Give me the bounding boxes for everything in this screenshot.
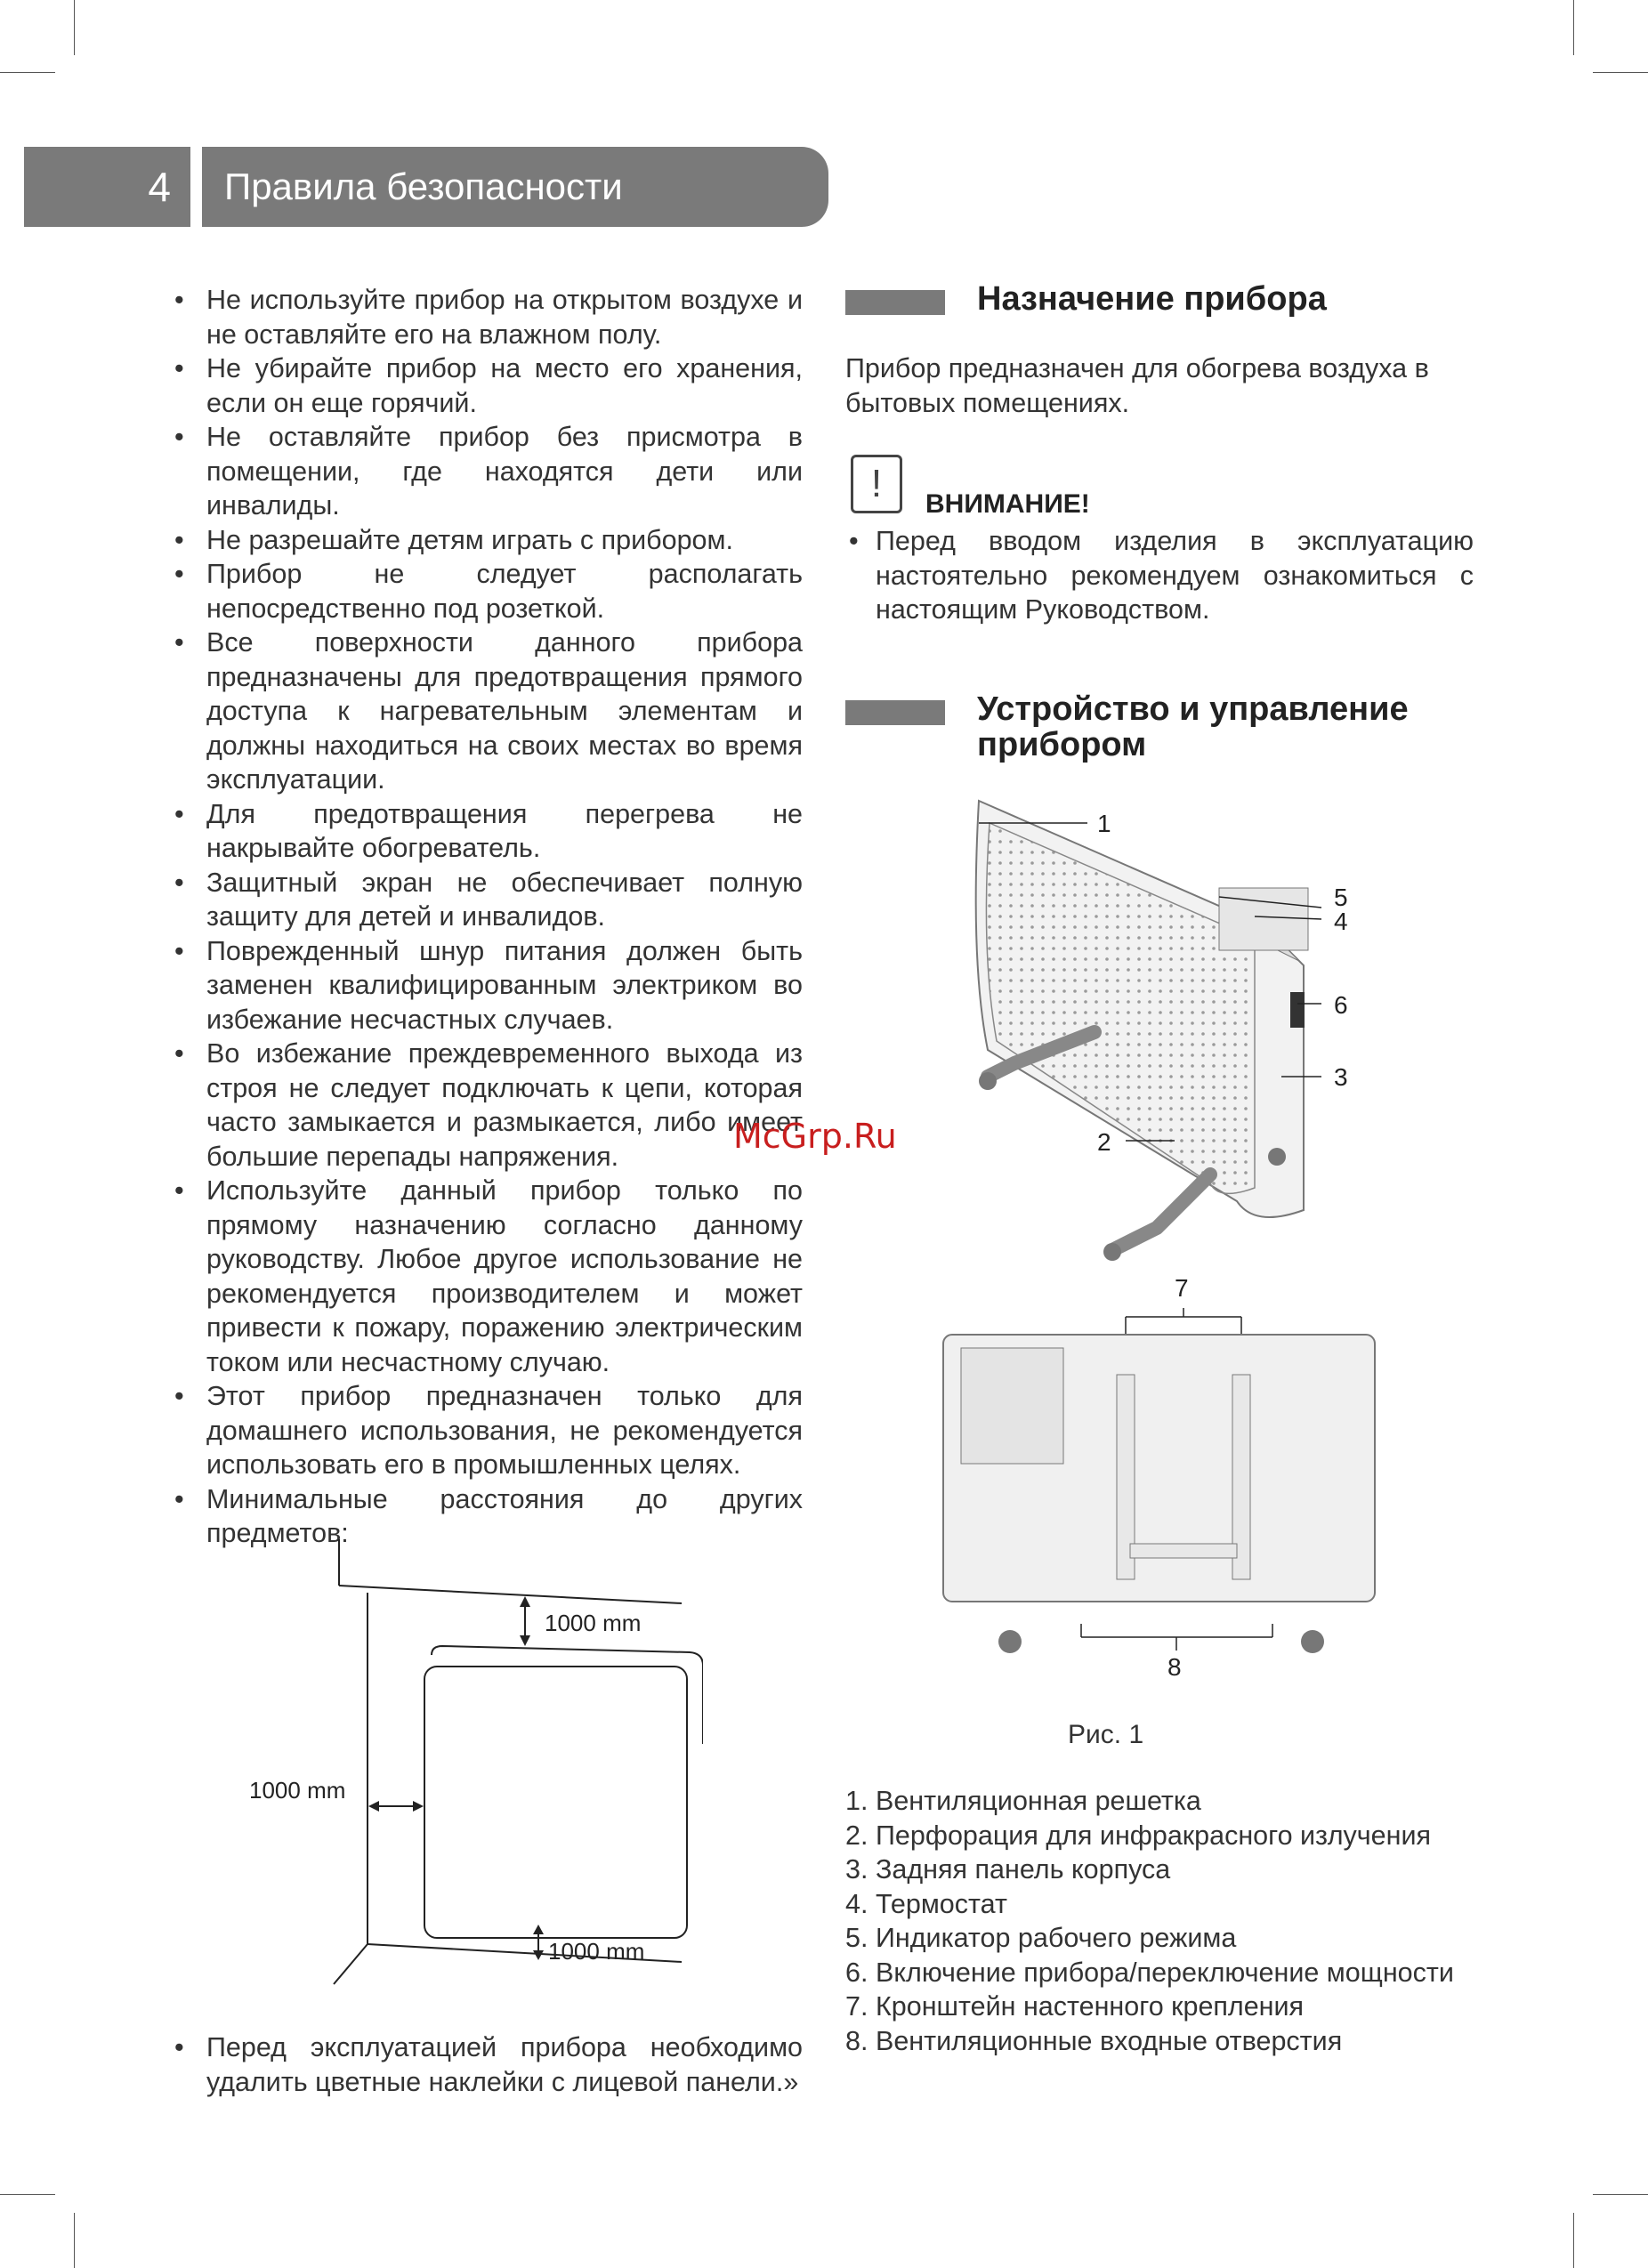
wheel <box>1103 1243 1121 1261</box>
final-rule <box>171 2030 803 2099</box>
page-title: Правила безопасности <box>202 147 828 227</box>
heater-rear-illustration <box>939 1281 1384 1664</box>
clearance-bottom-label: 1000 mm <box>548 1938 645 1965</box>
clearance-side-label: 1000 mm <box>249 1777 346 1804</box>
callout-8: 8 <box>1167 1653 1182 1681</box>
list-item: • Не используйте прибор на открытом воздухе и не оставляйте его на влажном полу. <box>171 283 803 351</box>
heater-outline <box>424 1667 687 1938</box>
purpose-title: Назначение прибора <box>977 280 1327 318</box>
crop-mark <box>74 0 75 55</box>
callout-7: 7 <box>1175 1274 1189 1302</box>
callout-2: 2 <box>1097 1128 1111 1156</box>
device-section-heading <box>845 691 1409 763</box>
wheel <box>979 1072 997 1090</box>
control-box <box>1219 888 1308 950</box>
wheel <box>1268 1148 1286 1166</box>
ceiling-line <box>339 1586 682 1603</box>
floor-line <box>334 1944 368 1984</box>
list-item: 7. Кронштейн настенного крепления <box>845 1991 1305 2022</box>
crop-mark <box>1593 2194 1648 2195</box>
heater-front-illustration <box>952 783 1370 1263</box>
safety-rules-list <box>171 283 803 1551</box>
crop-mark <box>0 2194 55 2195</box>
crop-mark <box>0 72 55 73</box>
crop-mark <box>1573 2213 1574 2268</box>
callout-5: 5 <box>1334 884 1348 911</box>
list-item: • Минимальные расстояния до других предметов: <box>171 1482 803 1551</box>
callout-6: 6 <box>1334 991 1348 1019</box>
device-title-line2: прибором <box>977 726 1147 763</box>
list-item: • Не убирайте прибор на место его хранения, если он еще горячий. <box>171 351 803 420</box>
device-title-line1: Устройство и управление <box>977 690 1409 728</box>
section-bar <box>845 700 945 725</box>
wheel <box>1301 1630 1324 1653</box>
list-item: • Все поверхности данного прибора предназначены для предотвращения прямого доступа к нагревательным элементам и должны находиться на своих местах во время эксплуатации. <box>171 626 803 797</box>
clearance-top-label: 1000 mm <box>545 1610 642 1636</box>
list-item: • Прибор не следует располагать непосредственно под розеткой. <box>171 557 803 626</box>
safety-rules-column <box>171 283 803 1551</box>
list-item: 3. Задняя панель корпуса <box>845 1854 1171 1885</box>
list-item: • Используйте данный прибор только по прямому назначению согласно данному руководству. Любое другое использование не рекомендуется производителем и может привести к пожару, поражению электрическим током или несчастному случаю. <box>171 1174 803 1379</box>
list-item: • Во избежание преждевременного выхода из строя не следует подключать к цепи, которая часто замыкается и размыкается, либо имеет большие перепады напряжения. <box>171 1037 803 1174</box>
warning-icon: ! <box>851 455 902 513</box>
wheel <box>998 1630 1022 1653</box>
device-legend <box>845 1784 1486 2058</box>
list-item: • Для предотвращения перегрева не накрывайте обогреватель. <box>171 797 803 866</box>
callout-3: 3 <box>1334 1063 1348 1091</box>
callout-4: 4 <box>1334 908 1348 935</box>
figure-caption: Рис. 1 <box>1068 1720 1144 1749</box>
control-box <box>961 1348 1063 1464</box>
warning-title: ВНИМАНИЕ! <box>925 489 1090 519</box>
list-item: • Перед вводом изделия в эксплуатацию настоятельно рекомендуем ознакомиться с настоящим Руководством. <box>845 524 1474 627</box>
purpose-section-heading <box>845 281 1327 317</box>
list-item: 1. Вентиляционная решетка <box>845 1786 1201 1816</box>
list-item: • Этот прибор предназначен только для домашнего использования, не рекомендуется использовать его в промышленных целях. <box>171 1379 803 1482</box>
watermark: McGrp.Ru <box>733 1117 897 1156</box>
mount-bracket-crossbar <box>1130 1544 1237 1558</box>
section-bar <box>845 290 945 315</box>
purpose-text: Прибор предназначен для обогрева воздуха в бытовых помещениях. <box>845 353 1429 418</box>
callout-1: 1 <box>1097 810 1111 837</box>
warning-text-block <box>845 524 1474 627</box>
power-switch <box>1290 992 1305 1028</box>
crop-mark <box>1573 0 1574 55</box>
leg <box>1112 1174 1210 1250</box>
page-number: 4 <box>24 147 190 227</box>
list-item: • Защитный экран не обеспечивает полную защиту для детей и инвалидов. <box>171 866 803 934</box>
list-item: • Перед эксплуатацией прибора необходимо удалить цветные наклейки с лицевой панели.» <box>171 2030 803 2099</box>
list-item: 5. Индикатор рабочего режима <box>845 1923 1237 1953</box>
list-item: 6. Включение прибора/переключение мощности <box>845 1957 1454 1988</box>
list-item: 2. Перфорация для инфракрасного излучения <box>845 1820 1431 1851</box>
crop-mark <box>74 2213 75 2268</box>
list-item: • Не разрешайте детям играть с прибором. <box>171 523 803 558</box>
list-item: • Не оставляйте прибор без присмотра в помещении, где находятся дети или инвалиды. <box>171 420 803 523</box>
list-item: • Поврежденный шнур питания должен быть заменен квалифицированным электриком во избежание несчастных случаев. <box>171 934 803 1037</box>
crop-mark <box>1593 72 1648 73</box>
list-item: 8. Вентиляционные входные отверстия <box>845 2025 1343 2056</box>
list-item: 4. Термостат <box>845 1888 1007 1919</box>
clearance-diagram <box>240 1539 703 2002</box>
